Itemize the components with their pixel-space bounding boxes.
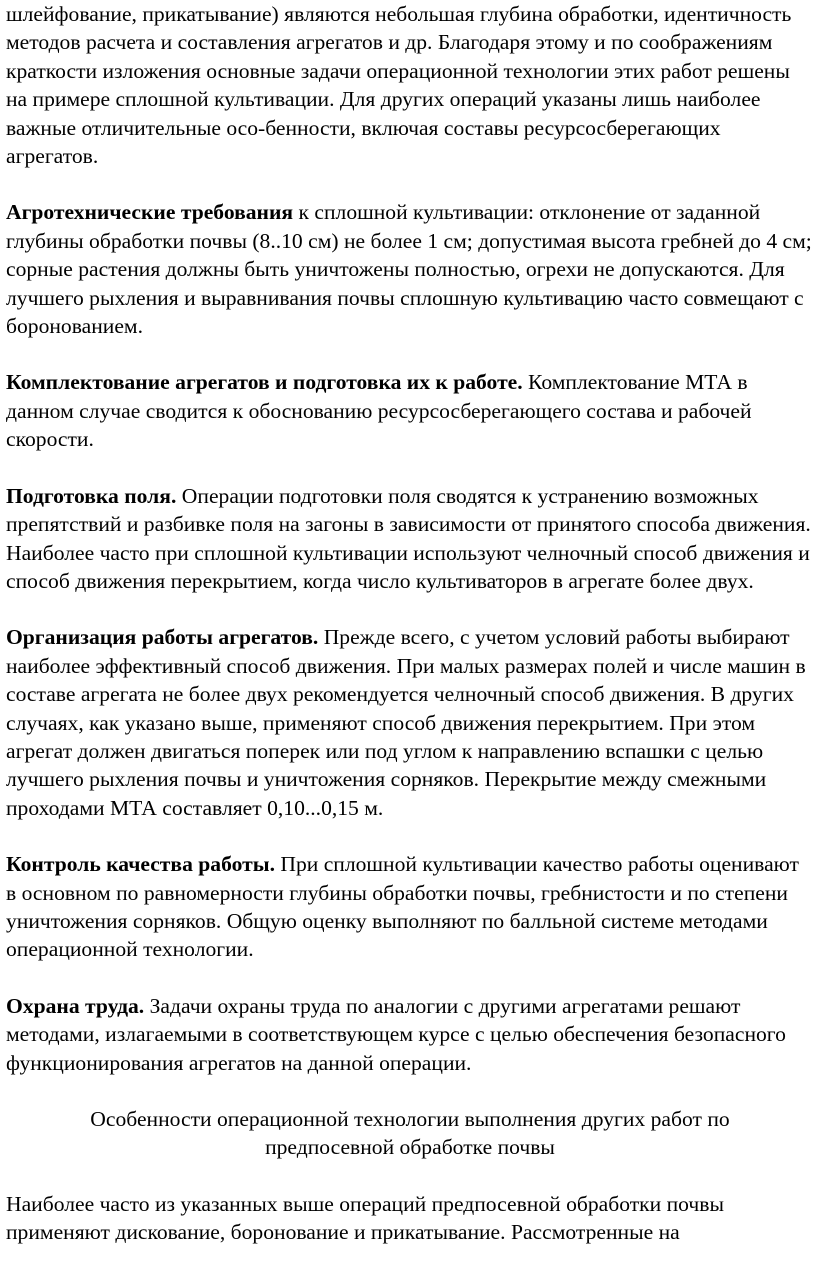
paragraph-field-preparation-text: Операции подготовки поля сводятся к устранению возможных препятствий и разбивке поля на загоны в зависимости от принятого способа движения. Наиболее часто при сплошной культивации используют челночный способ движения и способ движения перекрытием, когда число культиваторов в агрегате более двух. — [6, 483, 811, 593]
paragraph-assembly-text: Комплектование МТА в данном случае сводится к обоснованию ресурсосберегающего состава и рабочей скорости. — [6, 370, 752, 452]
paragraph-labor-safety-text: Задачи охраны труда по аналогии с другими агрегатами решают методами, излагаемыми в соответствующем курсе с целью обеспечения безопасного функционирования агрегатов на данной операции. — [6, 993, 786, 1075]
paragraph-agrotech-requirements-text: к сплошной культивации: отклонение от заданной глубины обработки почвы (8..10 см) не более 1 см; допустимая высота гребней до 4 см; сорные растения должны быть уничтожены полностью, огрехи не допускаются. Для лучшего рыхления и выравнивания почвы сплошную культивацию часто совмещают с боронованием. — [6, 200, 812, 339]
paragraph-field-preparation — [6, 482, 814, 596]
paragraph-assembly-lead: Комплектование агрегатов и подготовка их к работе. — [6, 370, 523, 395]
paragraph-work-organization — [6, 623, 814, 822]
paragraph-quality-control-lead: Контроль качества работы. — [6, 852, 275, 877]
paragraph-agrotech-requirements-lead: Агротехнические требования — [6, 200, 294, 225]
document-page — [6, 0, 814, 1275]
paragraph-work-organization-text: Прежде всего, с учетом условий работы выбирают наиболее эффективный способ движения. При малых размерах полей и числе машин в составе агрегата не более двух рекомендуется челночный способ движения. В других случаях, как указано выше, применяют способ движения перекрытием. При этом агрегат должен двигаться поперек или под углом к направлению вспашки с целью лучшего рыхления почвы и уничтожения сорняков. Перекрытие между смежными проходами МТА составляет 0,10...0,15 м. — [6, 625, 806, 820]
paragraph-work-organization-lead: Организация работы агрегатов. — [6, 625, 319, 650]
paragraph-intro — [6, 0, 814, 170]
section-heading: Особенности операционной технологии выполнения других работ по предпосевной обработке почвы — [90, 1107, 730, 1160]
paragraph-intro-text: шлейфование, прикатывание) являются небольшая глубина обработки, идентичность методов расчета и составления агрегатов и др. Благодаря этому и по соображениям краткости изложения основные задачи операционной технологии этих работ решены на примере сплошной культивации. Для других операций указаны лишь наиболее важные отличительные осо-бенности, включая составы ресурсосберегающих агрегатов. — [6, 2, 792, 169]
paragraph-labor-safety-lead: Охрана труда. — [6, 993, 145, 1018]
paragraph-quality-control-text: При сплошной культивации качество работы оценивают в основном по равномерности глубины обработки почвы, гребнистости и по степени уничтожения сорняков. Общую оценку выполняют по балльной системе методами операционной технологии. — [6, 852, 799, 962]
paragraph-assembly — [6, 368, 814, 453]
paragraph-field-preparation-lead: Подготовка поля. — [6, 483, 177, 508]
paragraph-labor-safety — [6, 992, 814, 1077]
paragraph-agrotech-requirements — [6, 198, 814, 340]
paragraph-final — [6, 1190, 814, 1247]
paragraph-quality-control — [6, 850, 814, 964]
paragraph-final-text: Наиболее часто из указанных выше операций предпосевной обработки почвы применяют дискование, боронование и прикатывание. Рассмотренные на — [6, 1191, 724, 1245]
